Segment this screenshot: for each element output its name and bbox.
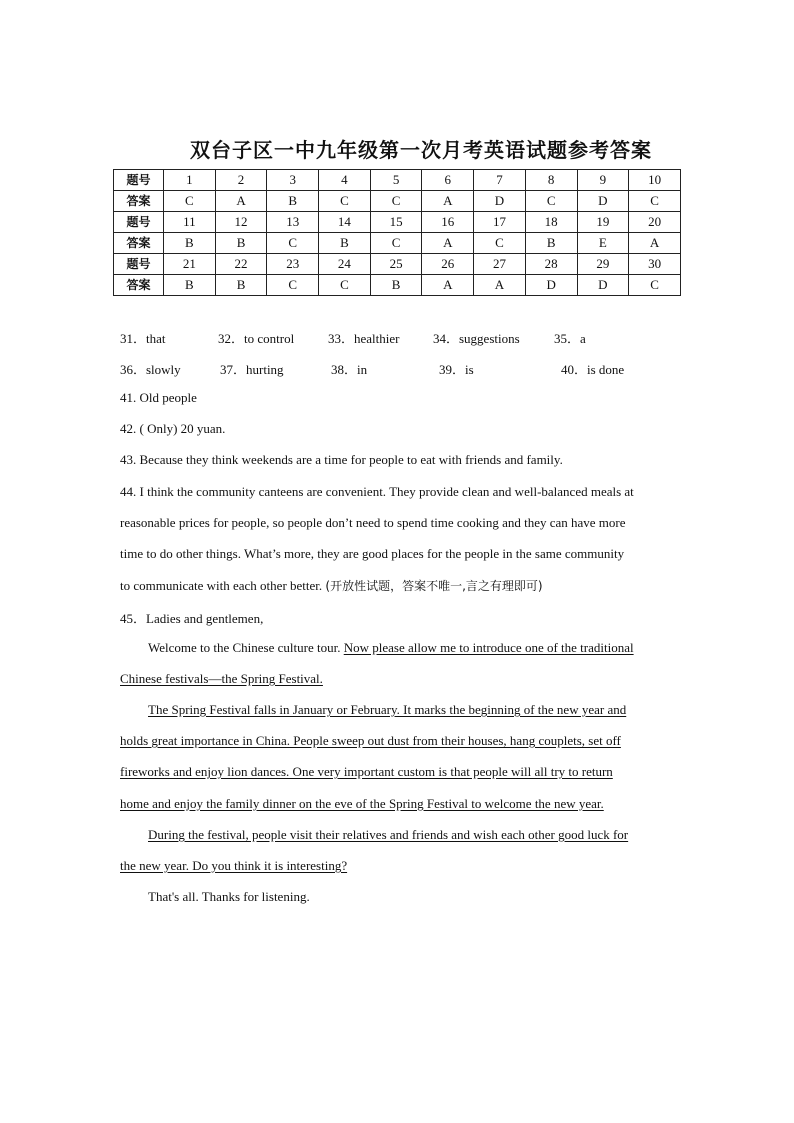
question-number-cell: 26 [422,254,474,275]
question-number-cell: 9 [577,170,629,191]
speech-heading: 45．Ladies and gentlemen, [120,611,264,626]
question-number-cell: 10 [629,170,681,191]
row-label-answer: 答案 [114,233,164,254]
question-number-cell: 14 [319,212,371,233]
speech-underlined-text: fireworks and enjoy lion dances. One very important custom is that people will all try to return [120,764,613,779]
question-number-cell: 1 [164,170,216,191]
speech-underlined-text: Chinese festivals—the Spring Festival. [120,671,323,686]
answer-cell: B [267,191,319,212]
row-label-number: 题号 [114,254,164,275]
question-number-cell: 28 [525,254,577,275]
question-number-cell: 30 [629,254,681,275]
answer-cell: A [474,275,526,296]
answer-cell: B [319,233,371,254]
answer-44-line [120,577,543,594]
answer-cell: C [525,191,577,212]
answer-34: 34．suggestions [433,331,520,346]
question-number-cell: 22 [215,254,267,275]
question-number-row [114,212,681,233]
question-number-cell: 7 [474,170,526,191]
question-number-cell: 21 [164,254,216,275]
answer-cell: C [629,191,681,212]
question-number-cell: 29 [577,254,629,275]
speech-closing: That's all. Thanks for listening. [148,889,310,904]
answer-32: 32．to control [218,331,295,346]
answer-cell: C [319,275,371,296]
answer-cell: B [215,275,267,296]
question-number-cell: 6 [422,170,474,191]
question-number-cell: 25 [370,254,422,275]
answer-row [114,191,681,212]
row-label-number: 题号 [114,212,164,233]
answer-37: 37．hurting [220,362,284,377]
answer-cell: C [370,191,422,212]
answer-cell: A [422,191,474,212]
answer-cell: C [370,233,422,254]
answer-cell: A [422,275,474,296]
question-number-cell: 15 [370,212,422,233]
question-number-cell: 17 [474,212,526,233]
answer-cell: C [319,191,371,212]
answer-cell: A [215,191,267,212]
answer-table [113,169,681,296]
answer-41: 41. Old people [120,390,197,405]
answer-cell: D [577,191,629,212]
answer-cell: D [525,275,577,296]
answer-44-line: 44. I think the community canteens are convenient. They provide clean and well-balanced meals at [120,484,634,499]
question-number-row [114,254,681,275]
row-label-number: 题号 [114,170,164,191]
question-number-cell: 2 [215,170,267,191]
answer-44-text: to communicate with each other better. [120,578,326,593]
answer-35: 35．a [554,331,586,346]
answer-row [114,233,681,254]
row-label-answer: 答案 [114,275,164,296]
page-title: 双台子区一中九年级第一次月考英语试题参考答案 [190,138,652,162]
answer-44-note: (开放性试题，答案不唯一,言之有理即可) [325,579,543,593]
answer-cell: D [577,275,629,296]
speech-underlined-text: the new year. Do you think it is interesting? [120,858,348,873]
answer-cell: E [577,233,629,254]
answer-33: 33．healthier [328,331,400,346]
question-number-cell: 27 [474,254,526,275]
answer-31: 31．that [120,331,166,346]
speech-underlined-text: Now please allow me to introduce one of the traditional [343,640,634,655]
answer-row [114,275,681,296]
speech-underlined-text: home and enjoy the family dinner on the eve of the Spring Festival to welcome the new year. [120,796,604,811]
answer-cell: B [164,275,216,296]
speech-underlined-text: holds great importance in China. People sweep out dust from their houses, hang couplets, set off [120,733,621,748]
answer-cell: B [215,233,267,254]
question-number-cell: 19 [577,212,629,233]
speech-paragraph-1 [148,640,634,656]
question-number-cell: 18 [525,212,577,233]
question-number-cell: 16 [422,212,474,233]
answer-42: 42. ( Only) 20 yuan. [120,421,226,436]
question-number-cell: 11 [164,212,216,233]
answer-cell: C [164,191,216,212]
question-number-cell: 8 [525,170,577,191]
answer-cell: B [370,275,422,296]
answer-cell: B [164,233,216,254]
answer-44-line: reasonable prices for people, so people don’t need to spend time cooking and they can have more [120,515,626,530]
speech-underlined-text: During the festival, people visit their relatives and friends and wish each other good luck for [148,827,629,842]
answer-cell: A [629,233,681,254]
answer-cell: C [267,275,319,296]
answer-38: 38．in [331,362,368,377]
question-number-cell: 13 [267,212,319,233]
answer-cell: C [267,233,319,254]
answer-39: 39．is [439,362,474,377]
answer-43: 43. Because they think weekends are a time for people to eat with friends and family. [120,452,563,467]
answer-36: 36．slowly [120,362,181,377]
answer-cell: C [474,233,526,254]
question-number-row [114,170,681,191]
question-number-cell: 5 [370,170,422,191]
answer-44-line: time to do other things. What’s more, they are good places for the people in the same community [120,546,625,561]
answer-cell: B [525,233,577,254]
question-number-cell: 4 [319,170,371,191]
answer-40: 40．is done [561,362,625,377]
row-label-answer: 答案 [114,191,164,212]
speech-plain-text: Welcome to the Chinese culture tour. [148,640,344,655]
question-number-cell: 12 [215,212,267,233]
question-number-cell: 20 [629,212,681,233]
question-number-cell: 24 [319,254,371,275]
question-number-cell: 3 [267,170,319,191]
question-number-cell: 23 [267,254,319,275]
answer-cell: A [422,233,474,254]
answer-cell: C [629,275,681,296]
answer-cell: D [474,191,526,212]
speech-underlined-text: The Spring Festival falls in January or February. It marks the beginning of the new year and [148,702,627,717]
